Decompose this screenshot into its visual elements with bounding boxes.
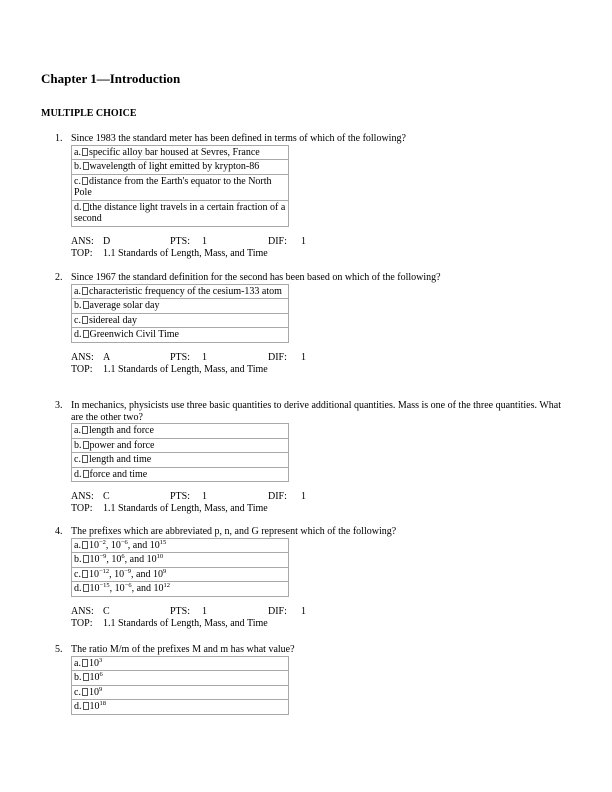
choice-text: length and time [88,454,152,465]
choice-text: $10^6$ [89,671,103,683]
checkbox-icon [82,570,88,578]
choice-b[interactable] [72,553,289,568]
checkbox-icon [82,541,88,549]
choice-letter: a. [74,146,81,158]
exponent: −6 [120,538,128,546]
choice-b[interactable] [72,671,289,686]
choice-row [72,453,289,468]
choice-a[interactable] [72,656,289,671]
exponent: 9 [163,567,167,575]
points-value: 1 [202,491,207,502]
choice-c[interactable] [72,313,289,328]
exponent: 9 [98,685,103,693]
exponent: 6 [99,671,103,678]
exponent: −15 [99,582,110,589]
choice-text: the distance light travels in a certain fraction of a second [74,201,286,224]
topic-label: TOP: [71,363,93,375]
choice-letter: c. [74,454,81,465]
choice-c[interactable] [72,685,289,700]
answer-value: A [103,351,111,363]
chapter-title: Chapter 1—Introduction [41,71,181,86]
answer-meta [71,606,575,630]
checkbox-icon [82,688,88,696]
question-stem: The prefixes which are abbreviated p, n, and G represent which of the following? [71,526,397,537]
choice-letter: c. [74,175,81,187]
exponent: −9 [124,567,132,575]
choice-text: characteristic frequency of the cesium-133 atom [88,285,282,297]
choice-b[interactable] [72,299,289,314]
choice-table [71,145,289,227]
answer-value: C [103,491,110,502]
choice-b[interactable] [72,438,289,453]
choice-letter: d. [74,201,82,213]
choice-row [72,328,289,343]
choice-row [72,424,289,439]
choice-letter: d. [74,468,82,480]
topic-value: 1.1 Standards of Length, Mass, and Time [103,617,268,629]
checkbox-icon [82,287,88,295]
question-5 [55,644,575,715]
choice-d[interactable] [72,200,289,226]
question-3 [55,400,575,515]
answer-label: ANS: [71,235,94,247]
choice-row [72,284,289,299]
choice-text: $10^{-15}$, $10^{-6}$, and $10^{12}$ [89,582,171,594]
checkbox-icon [82,148,88,156]
choice-letter: d. [74,329,82,340]
choice-letter: a. [74,425,81,436]
exponent: 15 [159,538,167,546]
choice-text: sidereal day [88,314,137,326]
points-value: 1 [202,235,207,247]
choice-letter: a. [74,285,81,297]
checkbox-icon [83,470,89,478]
question-number: 5. [55,644,63,655]
points-label: PTS: [170,605,191,617]
choice-letter: d. [74,583,82,594]
choice-text: $10^{-9}$, $10^6$, and $10^{10}$ [89,553,164,565]
checkbox-icon [83,584,89,592]
choice-row [72,685,289,700]
topic-value: 1.1 Standards of Length, Mass, and Time [103,363,268,375]
choice-d[interactable] [72,582,289,597]
choice-text: Greenwich Civil Time [89,329,179,340]
choice-table [71,656,289,715]
question-number: 2. [55,272,63,283]
choice-c[interactable] [72,567,289,582]
choice-row [72,553,289,568]
choice-row [72,174,289,200]
points-value: 1 [202,605,207,617]
section-title: MULTIPLE CHOICE [41,108,137,119]
choice-d[interactable] [72,328,289,343]
exponent: −12 [98,567,110,575]
choice-row [72,438,289,453]
choice-row [72,671,289,686]
answer-meta [71,352,575,376]
checkbox-icon [83,702,89,710]
choice-row [72,313,289,328]
question-4 [55,526,575,630]
choice-row [72,160,289,175]
choice-text: power and force [89,439,155,451]
checkbox-icon [82,455,88,463]
checkbox-icon [83,162,89,170]
choice-letter: c. [74,314,81,326]
exponent: −2 [98,538,106,546]
choice-letter: b. [74,554,82,565]
checkbox-icon [83,203,89,211]
checkbox-icon [82,426,88,434]
question-2 [55,272,575,376]
choice-text: $10^{18}$ [89,700,106,712]
checkbox-icon [83,555,89,563]
choice-letter: c. [74,568,81,580]
answer-value: D [103,235,111,247]
points-label: PTS: [170,491,191,502]
exponent: −6 [124,582,132,589]
topic-label: TOP: [71,617,93,629]
choice-c[interactable] [72,453,289,468]
choice-text: $10^3$ [88,656,103,669]
choice-a[interactable] [72,145,289,160]
choice-b[interactable] [72,160,289,175]
checkbox-icon [82,316,88,324]
choice-letter: b. [74,672,82,683]
answer-label: ANS: [71,491,94,502]
exponent: 18 [99,700,106,707]
choice-row [72,656,289,671]
topic-label: TOP: [71,503,93,514]
choice-row [72,582,289,597]
choice-row [72,700,289,715]
question-stem: The ratio M/m of the prefixes M and m has what value? [71,644,295,655]
answer-label: ANS: [71,351,94,363]
checkbox-icon [82,177,88,185]
choice-letter: d. [74,701,82,712]
topic-value: 1.1 Standards of Length, Mass, and Time [103,503,268,514]
difficulty-value: 1 [301,235,306,247]
exponent: 6 [121,553,125,560]
choice-letter: b. [74,161,82,172]
topic-value: 1.1 Standards of Length, Mass, and Time [103,247,268,259]
choice-text: $10^{-2}$, $10^{-6}$, and $10^{15}$ [88,538,167,551]
difficulty-value: 1 [301,351,306,363]
choice-letter: a. [74,657,81,669]
choice-table [71,538,289,597]
question-number: 3. [55,400,63,411]
answer-meta [71,236,575,260]
choice-text: average solar day [89,300,160,311]
difficulty-label: DIF: [268,491,287,502]
exponent: 10 [156,553,164,560]
checkbox-icon [83,330,89,338]
question-number: 4. [55,526,63,537]
choice-letter: b. [74,439,82,451]
answer-meta [71,491,575,515]
checkbox-icon [83,673,89,681]
choice-row [72,200,289,226]
choice-text: $10^9$ [88,685,103,698]
choice-row [72,299,289,314]
choice-text: length and force [88,425,154,436]
choice-text: specific alloy bar housed at Sevres, France [88,146,260,158]
answer-label: ANS: [71,605,94,617]
difficulty-value: 1 [301,491,306,502]
choice-text: distance from the Earth's equator to the North Pole [74,175,272,198]
question-number: 1. [55,133,63,144]
difficulty-label: DIF: [268,351,287,363]
choice-a[interactable] [72,284,289,299]
choice-row [72,538,289,553]
checkbox-icon [83,301,89,309]
answer-value: C [103,605,110,617]
question-stem: Since 1983 the standard meter has been defined in terms of which of the following? [71,133,406,144]
choice-row [72,467,289,482]
choice-d[interactable] [72,700,289,715]
choice-text: $10^{-12}$, $10^{-9}$, and $10^9$ [88,567,167,580]
exponent: −9 [99,553,107,560]
question-stem: In mechanics, physicists use three basic quantities to derive additional quantities. Mass is one of the three quantities. What are the other two? [71,400,561,423]
question-1 [55,133,575,260]
choice-d[interactable] [72,467,289,482]
choice-letter: a. [74,539,81,551]
choice-letter: b. [74,300,82,311]
choice-text: wavelength of light emitted by krypton-86 [89,161,260,172]
choice-a[interactable] [72,424,289,439]
choice-a[interactable] [72,538,289,553]
question-stem: Since 1967 the standard definition for the second has been based on which of the following? [71,272,441,283]
topic-label: TOP: [71,247,93,259]
difficulty-value: 1 [301,605,306,617]
difficulty-label: DIF: [268,605,287,617]
exponent: 3 [98,656,103,664]
choice-row [72,145,289,160]
choice-c[interactable] [72,174,289,200]
points-value: 1 [202,351,207,363]
checkbox-icon [83,441,89,449]
choice-row [72,567,289,582]
checkbox-icon [82,659,88,667]
choice-text: force and time [89,468,148,480]
points-label: PTS: [170,235,191,247]
choice-table [71,284,289,343]
choice-letter: c. [74,686,81,698]
points-label: PTS: [170,351,191,363]
difficulty-label: DIF: [268,235,287,247]
exponent: 12 [163,582,171,589]
choice-table [71,423,289,482]
